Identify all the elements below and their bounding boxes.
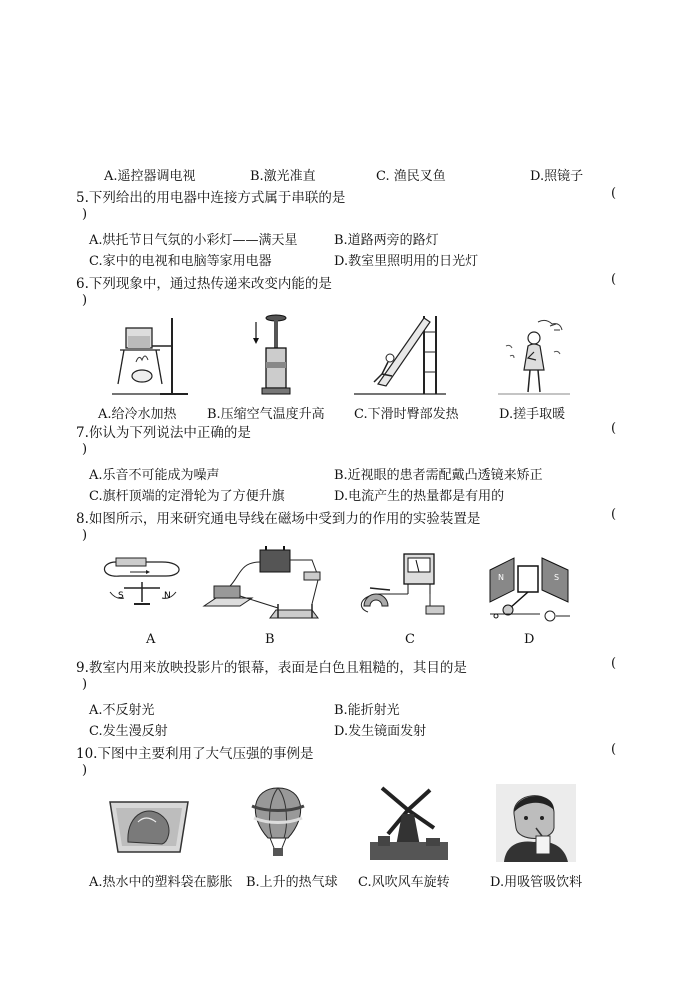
q7-option-a: A.乐音不可能成为噪声 xyxy=(89,468,220,483)
q8-stem: 8.如图所示，用来研究通电导线在磁场中受到力的作用的实验装置是 xyxy=(76,511,481,527)
q9-paren-open: ( xyxy=(611,656,617,671)
q10-caption-a: A.热水中的塑料袋在膨胀 xyxy=(89,875,233,890)
q6-caption-a: A.给冷水加热 xyxy=(98,407,177,422)
q7-stem: 7.你认为下列说法中正确的是 xyxy=(76,425,251,441)
q6-figure-heating xyxy=(110,314,190,398)
q7-option-d: D.电流产生的热量都是有用的 xyxy=(334,489,505,504)
q9-option-c: C.发生漫反射 xyxy=(89,724,168,739)
q5-paren-open: ( xyxy=(611,186,617,201)
q10-figure-drinking-straw xyxy=(496,784,576,862)
q6-caption-c: C.下滑时臀部发热 xyxy=(354,407,459,422)
q6-figure-slide xyxy=(352,312,448,398)
q10-caption-c: C.风吹风车旋转 xyxy=(358,875,450,890)
q8-label-a: A xyxy=(146,632,156,647)
q6-paren-open: ( xyxy=(611,272,617,287)
q5-stem: 5.下列给出的用电器中连接方式属于串联的是 xyxy=(76,190,346,206)
q7-option-c: C.旗杆顶端的定滑轮为了方便升旗 xyxy=(89,489,285,504)
q6-caption-b: B.压缩空气温度升高 xyxy=(207,407,325,422)
q10-stem: 10.下图中主要利用了大气压强的事例是 xyxy=(76,746,314,762)
q8-label-c: C xyxy=(405,632,415,647)
q8-label-d: D xyxy=(524,632,535,647)
q8-figure-a xyxy=(100,552,186,620)
q9-stem: 9.教室内用来放映投影片的银幕，表面是白色且粗糙的，其目的是 xyxy=(76,660,467,676)
q5-option-b: B.道路两旁的路灯 xyxy=(334,233,439,248)
q8-paren-close: ) xyxy=(82,528,88,543)
q4-option-d: D.照镜子 xyxy=(530,169,584,184)
q7-paren-open: ( xyxy=(611,421,617,436)
q4-option-c: C. 渔民叉鱼 xyxy=(376,169,446,184)
q10-paren-open: ( xyxy=(611,742,617,757)
q8-label-b: B xyxy=(265,632,275,647)
q6-figure-rubbing-hands xyxy=(494,316,574,398)
q5-option-c: C.家中的电视和电脑等家用电器 xyxy=(89,254,272,269)
q10-figure-bag-in-water xyxy=(106,792,192,860)
q9-option-b: B.能折射光 xyxy=(334,703,400,718)
q10-paren-close: ) xyxy=(82,763,88,778)
q8-fig-d-mark-s: S xyxy=(554,573,560,582)
q9-option-a: A.不反射光 xyxy=(89,703,155,718)
q8-figure-d xyxy=(480,550,578,626)
q4-option-b: B.激光准直 xyxy=(250,169,316,184)
q5-paren-close: ) xyxy=(82,207,88,222)
q9-paren-close: ) xyxy=(82,677,88,692)
q6-stem: 6.下列现象中，通过热传递来改变内能的是 xyxy=(76,276,332,292)
q8-figure-c xyxy=(350,550,446,624)
q8-fig-a-mark-n: N xyxy=(164,591,171,601)
q6-paren-close: ) xyxy=(82,293,88,308)
q8-figure-b xyxy=(200,546,326,626)
q5-option-a: A.烘托节日气氛的小彩灯——满天星 xyxy=(89,233,298,248)
q7-paren-close: ) xyxy=(82,442,88,457)
q8-fig-a-mark-s: S xyxy=(118,591,124,601)
q7-option-b: B.近视眼的患者需配戴凸透镜来矫正 xyxy=(334,468,543,483)
q10-figure-windmill xyxy=(368,784,450,862)
q10-caption-d: D.用吸管吸饮料 xyxy=(490,875,583,890)
q9-option-d: D.发生镜面发射 xyxy=(334,724,427,739)
q10-figure-hot-air-balloon xyxy=(246,786,310,862)
q4-option-a: A.遥控器调电视 xyxy=(104,169,196,184)
q5-option-d: D.教室里照明用的日光灯 xyxy=(334,254,479,269)
q6-figure-compression xyxy=(248,312,298,398)
q6-caption-d: D.搓手取暖 xyxy=(499,407,566,422)
q10-caption-b: B.上升的热气球 xyxy=(246,875,338,890)
q8-fig-d-mark-n: N xyxy=(498,573,504,582)
q8-paren-open: ( xyxy=(611,507,617,522)
